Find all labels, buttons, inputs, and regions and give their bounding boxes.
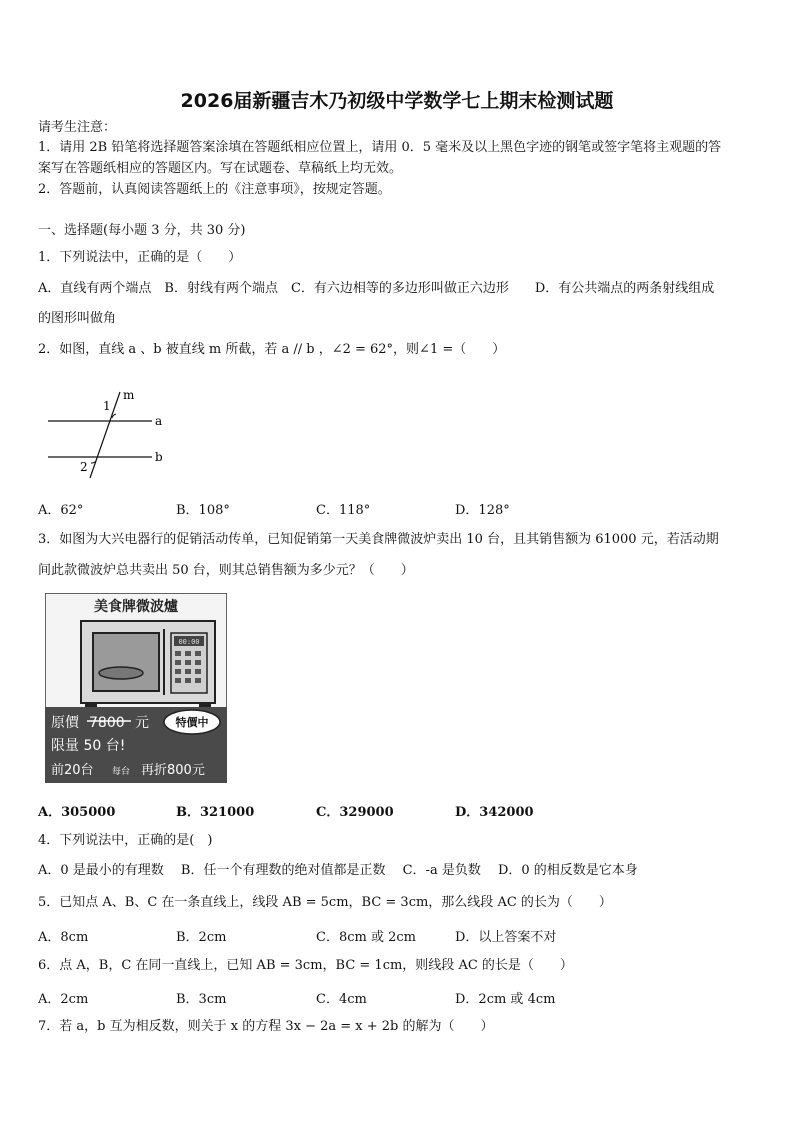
q6-option-d: D．2cm 或 4cm — [455, 992, 556, 1007]
q2-option-a: A．62° — [38, 503, 84, 518]
section-heading-choice: 一、选择题(每小题 3 分，共 30 分) — [38, 223, 246, 238]
notice-item-1-line-1: 1．请用 2B 铅笔将选择题答案涂填在答题纸相应位置上，请用 0．5 毫米及以上黑色字迹的钢笔或签字笔将主观题的答 — [38, 140, 722, 155]
q1-options-line-2: 的图形叫做角 — [38, 311, 117, 326]
q4-options: A．0 是最小的有理数 B．任一个有理数的绝对值都是正数 C．-a 是负数 D．0 的相反数是它本身 — [38, 863, 638, 878]
angle-2-label: 2 — [80, 460, 88, 474]
q5-option-a: A．8cm — [38, 930, 89, 945]
notice-heading: 请考生注意： — [38, 120, 117, 135]
line-m-label: m — [123, 388, 135, 402]
notice-item-2: 2．答题前，认真阅读答题纸上的《注意事项》，按规定答题。 — [38, 182, 391, 197]
flyer-badge: 特價中 — [175, 716, 209, 729]
q1-stem: 1．下列说法中，正确的是（ ） — [38, 250, 242, 265]
q2-option-d: D．128° — [455, 503, 510, 518]
q3-option-d: D．342000 — [455, 805, 534, 820]
q5-option-b: B．2cm — [176, 930, 227, 945]
q3-stem-line-1: 3．如图为大兴电器行的促销活动传单，已知促销第一天美食牌微波炉卖出 10 台，且其销售额为 61000 元，若活动期 — [38, 532, 719, 547]
q5-stem: 5．已知点 A、B、C 在一条直线上，线段 AB = 5cm，BC = 3cm，那么线段 AC 的长为（ ） — [38, 895, 612, 910]
q6-stem: 6．点 A，B，C 在同一直线上，已知 AB = 3cm，BC = 1cm，则线段 AC 的长是（ ） — [38, 958, 573, 973]
q2-option-b: B．108° — [176, 503, 230, 518]
q6-option-a: A．2cm — [38, 992, 89, 1007]
q3-option-c: C．329000 — [316, 805, 394, 820]
flyer-original-price: 7800 — [89, 715, 125, 731]
q2-stem: 2．如图，直线 a 、b 被直线 m 所截，若 a // b ，∠2 = 62°，则∠1 =（ ） — [38, 342, 506, 357]
q1-options-line-1: A．直线有两个端点 B．射线有两个端点 C．有六边相等的多边形叫做正六边形 D．有公共端点的两条射线组成 — [38, 281, 715, 296]
q3-flyer-image — [45, 593, 227, 783]
page-title: 2026届新疆吉木乃初级中学数学七上期末检测试题 — [180, 90, 614, 112]
q7-stem: 7．若 a，b 互为相反数，则关于 x 的方程 3x − 2a = x + 2b 的解为（ ） — [38, 1019, 494, 1034]
q2-option-c: C．118° — [316, 503, 371, 518]
line-a-label: a — [155, 414, 163, 428]
q3-option-a: A．305000 — [38, 805, 116, 820]
q4-stem: 4．下列说法中，正确的是( ) — [38, 833, 213, 848]
microwave-plate — [99, 667, 143, 679]
flyer-price-unit: 元 — [135, 715, 149, 731]
angle-1-label: 1 — [103, 399, 111, 413]
q6-option-b: B．3cm — [176, 992, 227, 1007]
flyer-promo-each: 每台 — [112, 767, 131, 777]
q5-option-c: C．8cm 或 2cm — [316, 930, 416, 945]
flyer-limit: 限量 50 台! — [51, 738, 126, 754]
q3-option-b: B．321000 — [176, 805, 255, 820]
flyer-promo-discount: 再折800元 — [141, 763, 205, 778]
q2-figure — [44, 375, 224, 485]
q3-stem-line-2: 间此款微波炉总共卖出 50 台，则其总销售额为多少元？（ ） — [38, 563, 414, 578]
flyer-promo-first: 前20台 — [51, 763, 94, 778]
q5-option-d: D．以上答案不对 — [455, 930, 557, 945]
microwave-window — [93, 633, 159, 691]
q6-option-c: C．4cm — [316, 992, 367, 1007]
microwave-display: 00:00 — [178, 638, 200, 646]
line-b-label: b — [155, 450, 163, 464]
flyer-brand: 美食牌微波爐 — [94, 599, 178, 615]
notice-item-1-line-2: 案写在答题纸相应的答题区内。写在试题卷、草稿纸上均无效。 — [38, 161, 403, 176]
flyer-price-label: 原價 — [51, 715, 79, 731]
